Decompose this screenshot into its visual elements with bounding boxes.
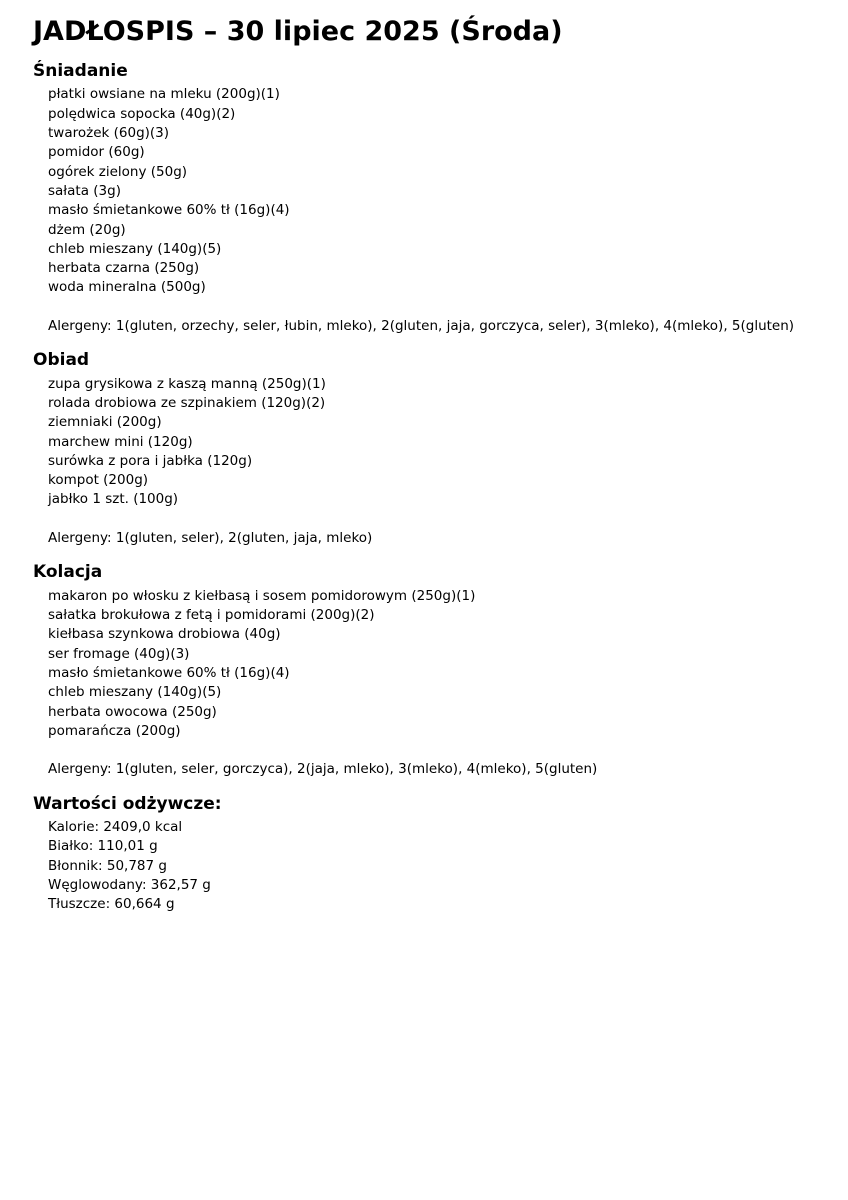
allergens-line: Alergeny: 1(gluten, orzechy, seler, łubin, mleko), 2(gluten, jaja, gorczyca, seler), 3(mleko), 4(mleko), 5(gluten) [48,318,795,334]
menu-item: makaron po włosku z kiełbasą i sosem pomidorowym (250g)(1) [48,587,476,604]
menu-item: sałatka brokułowa z fetą i pomidorami (200g)(2) [48,607,375,624]
nutrition-line: Błonnik: 50,787 g [48,857,167,874]
menu-item: kompot (200g) [48,472,149,489]
menu-item: kiełbasa szynkowa drobiowa (40g) [48,626,281,643]
nutrition-line: Tłuszcze: 60,664 g [48,896,175,913]
menu-item: dżem (20g) [48,221,126,238]
nutrition-heading: Wartości odżywcze: [33,793,222,814]
menu-item: chleb mieszany (140g)(5) [48,240,222,257]
menu-item: surówka z pora i jabłka (120g) [48,452,253,469]
meal-section-kolacja [33,562,820,779]
page-title: JADŁOSPIS – 30 lipiec 2025 (Środa) [33,16,563,47]
menu-item-list [33,587,820,741]
menu-item: płatki owsiane na mleku (200g)(1) [48,86,280,103]
allergens-line: Alergeny: 1(gluten, seler), 2(gluten, jaja, mleko) [48,530,373,547]
allergens-line: Alergeny: 1(gluten, seler, gorczyca), 2(jaja, mleko), 3(mleko), 4(mleko), 5(gluten) [48,761,598,778]
section-heading: Kolacja [33,562,103,583]
menu-item: pomarańcza (200g) [48,722,181,739]
menu-item: herbata owocowa (250g) [48,703,217,720]
menu-item: masło śmietankowe 60% tł (16g)(4) [48,664,290,681]
nutrition-line: Węglowodany: 362,57 g [48,877,211,893]
nutrition-line: Kalorie: 2409,0 kcal [48,819,183,836]
menu-item: rolada drobiowa ze szpinakiem (120g)(2) [48,394,326,411]
menu-item: zupa grysikowa z kaszą manną (250g)(1) [48,375,326,392]
section-heading: Obiad [33,350,90,371]
meal-section-obiad [33,350,820,548]
menu-item: marchew mini (120g) [48,433,193,450]
menu-item: pomidor (60g) [48,144,145,161]
nutrition-line: Białko: 110,01 g [48,838,158,855]
menu-item-list [33,375,820,510]
menu-item: masło śmietankowe 60% tł (16g)(4) [48,202,290,219]
nutrition-section [33,794,820,915]
menu-item-list [33,85,820,297]
menu-item: ziemniaki (200g) [48,414,162,431]
menu-item: jabłko 1 szt. (100g) [48,491,179,508]
nutrition-lines [33,818,820,914]
meal-section-sniadanie [33,61,820,336]
menu-item: sałata (3g) [48,182,121,199]
menu-item: chleb mieszany (140g)(5) [48,684,222,701]
section-heading: Śniadanie [33,61,128,82]
menu-item: twarożek (60g)(3) [48,125,170,142]
menu-item: woda mineralna (500g) [48,279,206,296]
menu-item: polędwica sopocka (40g)(2) [48,105,236,122]
meal-sections [33,61,820,780]
menu-item: ogórek zielony (50g) [48,163,188,180]
menu-item: ser fromage (40g)(3) [48,645,190,662]
menu-item: herbata czarna (250g) [48,260,200,277]
